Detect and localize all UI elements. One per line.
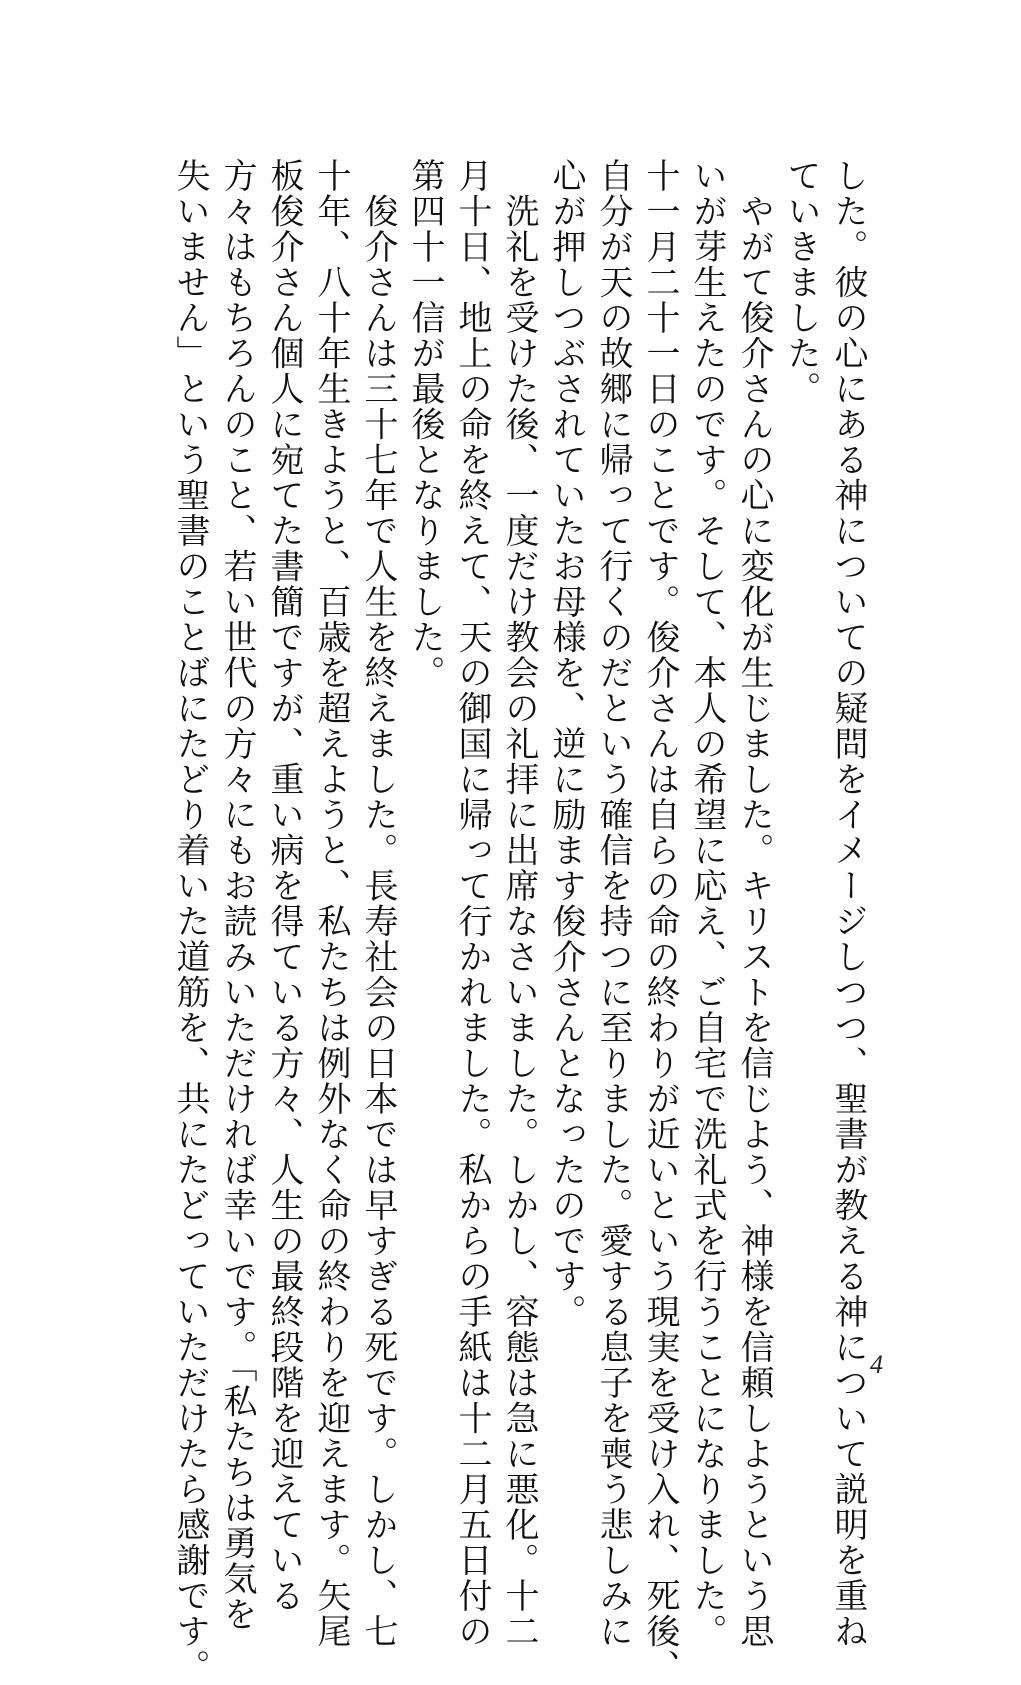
text-line: 方々はもちろんのこと、若い世代の方々にもお読みいただければ幸いです。「私たちは勇気を: [217, 158, 257, 1632]
text-line: 自分が天の故郷に帰って行くのだという確信を持つに至りました。愛する息子を喪う悲しみに: [593, 158, 633, 1649]
text-line: 十年、八十年生きようと、百歳を超えようと、私たちは例外なく命の終わりを迎えます。矢尾: [311, 158, 351, 1649]
text-line: 十一月二十一日のことです。俊介さんは自らの命の終わりが近いという現実を受け入れ、死後、: [640, 158, 680, 1685]
text-line: 月十日、地上の命を終えて、天の御国に帰って行かれました。私からの手紙は十二月五日付の: [452, 158, 492, 1649]
text-line: いが芽生えたのです。そして、本人の希望に応え、ご自宅で洗礼式を行うことになりました。: [687, 158, 727, 1649]
text-line: 板俊介さん個人に宛てた書簡ですが、重い病を得ている方々、人生の最終段階を迎えている: [264, 158, 304, 1614]
text-line: 第四十一信が最後となりました。: [405, 158, 445, 691]
text-line: ていきました。: [781, 158, 821, 407]
text-line: やがて俊介さんの心に変化が生じました。キリストを信じよう、神様を信頼しようという思: [734, 158, 774, 1649]
text-line: 心が押しつぶされていたお母様を、逆に励ます俊介さんとなったのです。: [546, 158, 586, 1330]
text-line: 俊介さんは三十七年で人生を終えました。長寿社会の日本では早すぎる死です。しかし、七: [358, 158, 398, 1649]
body-text: [166, 158, 871, 1685]
text-line: した。彼の心にある神についての疑問をイメージしつつ、聖書が教える神について説明を重ね: [828, 158, 868, 1649]
page-number: 4: [870, 1350, 883, 1379]
text-line: 失いません」という聖書のことばにたどり着いた道筋を、共にたどっていただけたら感謝です。: [170, 158, 210, 1685]
text-line: 洗礼を受けた後、一度だけ教会の礼拝に出席なさいました。しかし、容態は急に悪化。十二: [499, 158, 539, 1649]
